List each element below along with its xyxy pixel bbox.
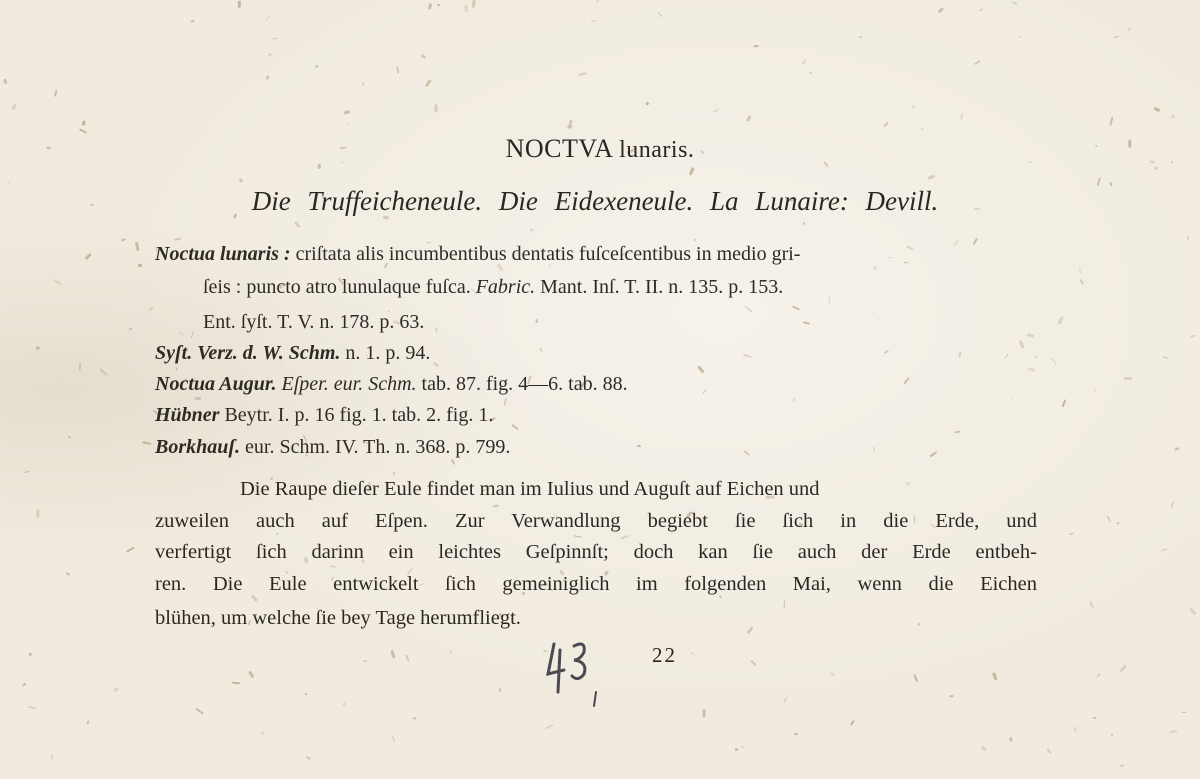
body-line: zuweilen auch auf Eſpen. Zur Verwandlung begiebt ſie ſich in die Erde, und (155, 510, 1037, 532)
paper-fiber (315, 64, 318, 68)
reference-line: Syſt. Verz. d. W. Schm. n. 1. p. 94. (155, 342, 431, 364)
paper-fiber (434, 104, 437, 112)
paper-fiber (1128, 28, 1131, 31)
reference-line: Borkhauſ. eur. Schm. IV. Th. n. 368. p. 799. (155, 436, 511, 458)
reference-line: Ent. ſyſt. T. V. n. 178. p. 63. (203, 311, 425, 333)
reference-lead: Noctua lunaris : (155, 243, 291, 265)
paper-fiber (734, 748, 737, 751)
body-line: verfertigt ſich darinn ein leichtes Geſpinnſt; doch kan ſie auch der Erde entbeh- (155, 541, 1037, 563)
title-genus: NOCTVA (505, 134, 613, 163)
common-names: Die Truffeicheneule. Die Eidexeneule. La Lunaire: Devill. (251, 186, 939, 216)
paper-fiber (436, 4, 439, 6)
reference-line: Hübner Beytr. I. p. 16 fig. 1. tab. 2. fig. 1. (155, 404, 494, 426)
paper-fiber (413, 716, 417, 719)
paper-fiber (465, 5, 468, 12)
body-line: ren. Die Eule entwickelt ſich gemeiniglich im folgenden Mai, wenn die Eichen (155, 573, 1037, 595)
paper-fiber (238, 0, 241, 7)
paper-fiber (305, 692, 308, 695)
title-species: lunaris. (619, 137, 695, 163)
paper-fiber (591, 19, 596, 21)
paper-fiber (859, 36, 862, 38)
body-line: Die Raupe dieſer Eule findet man im Iulius und Auguſt auf Eichen und (240, 478, 820, 500)
paper-fiber (195, 397, 201, 400)
reference-line: ſeis : puncto atro lunulaque fuſca. Fabric. Mant. Inſ. T. II. n. 135. p. 153. (203, 276, 784, 298)
paper-fiber (792, 397, 794, 401)
paper-fiber (36, 510, 39, 518)
paper-fiber (904, 261, 909, 263)
reference-lead: Noctua Augur. (155, 373, 277, 395)
reference-lead: Hübner (155, 404, 220, 426)
reference-line: Noctua Augur. Eſper. eur. Schm. tab. 87. fig. 4—6. tab. 88. (155, 373, 628, 395)
paper-fiber (1120, 764, 1124, 766)
reference-lead: Borkhauſ. (155, 436, 241, 458)
paper-fiber (703, 709, 706, 717)
paper-fiber (1124, 377, 1132, 380)
page-number: 22 (652, 643, 677, 667)
reference-line: Noctua lunaris : criſtata alis incumbentibus dentatis fuſceſcentibus in medio gri- (155, 243, 801, 265)
body-line: blühen, um welche ſie bey Tage herumfliegt. (155, 607, 521, 629)
reference-lead: Syſt. Verz. d. W. Schm. (155, 342, 341, 364)
paper-fiber (318, 164, 321, 169)
page-title (0, 134, 1200, 164)
pencil-annotation (540, 630, 610, 710)
paper-fiber (347, 122, 350, 124)
paper-fiber (754, 44, 759, 47)
